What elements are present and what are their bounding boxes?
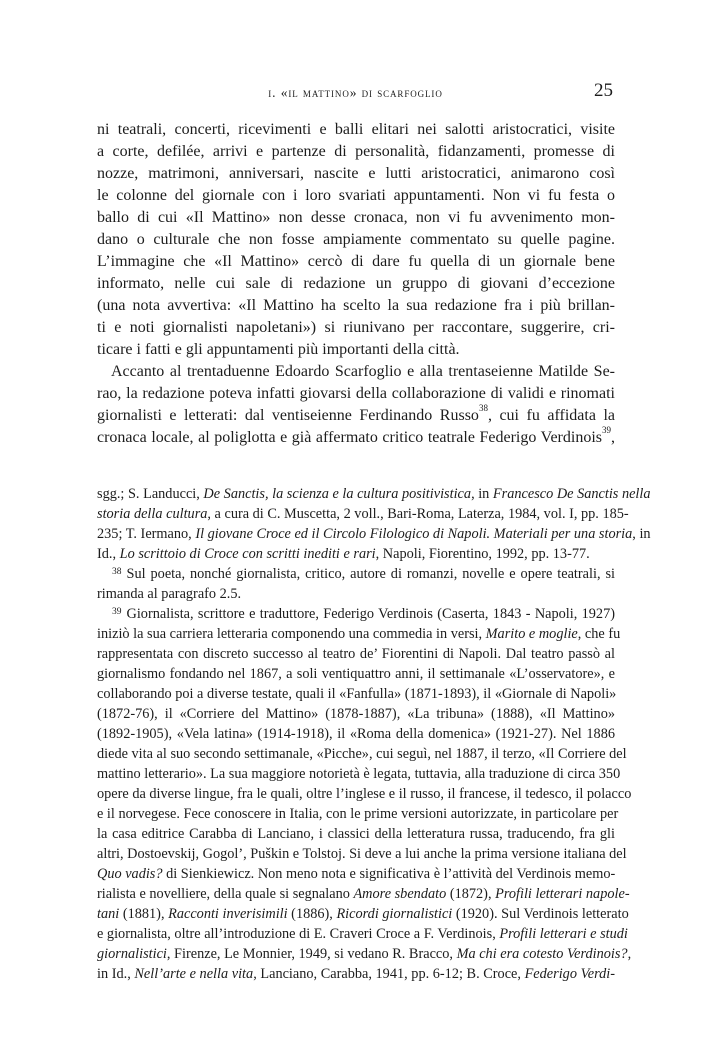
- chapter-running-title: i. «il mattino» di scarfoglio: [268, 85, 443, 100]
- body-line: ticare i fatti e gli appuntamenti più importanti della città.: [97, 341, 460, 358]
- footnote-39-line: mattino letterario». La sua maggiore notorietà è legata, tuttavia, alla traduzione di circa 350: [97, 766, 621, 782]
- footnote-39-line: collaborando poi a diverse testate, quali il «Fanfulla» (1871-1893), il «Giornale di Napoli»: [97, 686, 617, 702]
- footnote-38-line: rimanda al paragrafo 2.5.: [97, 586, 242, 602]
- body-line: le colonne del giornale con i loro svariati appuntamenti. Non vi fu festa o: [97, 187, 615, 204]
- footnote-39-line: iniziò la sua carriera letteraria componendo una commedia in versi, Marito e moglie, che fu: [97, 626, 621, 642]
- body-line: rao, la redazione poteva infatti giovarsi della collaborazione di validi e rinomati: [97, 385, 615, 402]
- body-line: L’immagine che «Il Mattino» cercò di dare fu quella di un giornale bene: [97, 253, 615, 270]
- footnote-continuation-line: 235; T. Iermano, Il giovane Croce ed il Circolo Filologico di Napoli. Materiali per una storia, in: [97, 526, 651, 542]
- footnote-39-line: giornalistici, Firenze, Le Monnier, 1949, si vedano R. Bracco, Ma chi era cotesto Verdinois?,: [97, 946, 632, 962]
- footnote-39-line: la casa editrice Carabba di Lanciano, i classici della letteratura russa, traducendo, fra gli: [97, 826, 615, 842]
- body-line: (una nota avvertiva: «Il Mattino ha scelto la sua redazione fra i più brillan-: [97, 297, 615, 314]
- body-line: dano o culturale che non fosse ampiamente commentato su quelle pagine.: [97, 231, 615, 248]
- footnote-39-line: opere da diverse lingue, fra le quali, oltre l’inglese e il russo, il francese, il tedesco, il polacco: [97, 786, 632, 802]
- footnote-39-line: diede vita al suo secondo settimanale, «Picche», cui seguì, nel 1887, il terzo, «Il Corriere del: [97, 746, 627, 762]
- footnote-continuation-line: Id., Lo scrittoio di Croce con scritti inediti e rari, Napoli, Fiorentino, 1992, pp. 13-77.: [97, 546, 590, 562]
- body-line: ti e noti giornalisti napoletani») si riunivano per raccontare, suggerire, cri-: [97, 319, 615, 336]
- footnotes: [97, 484, 651, 984]
- page-number: 25: [594, 80, 613, 101]
- footnote-39-line: altri, Dostoevskij, Gogol’, Puškin e Tolstoj. Si deve a lui anche la prima versione italiana del: [97, 846, 627, 862]
- footnote-number: 39: [112, 607, 122, 617]
- footnote-continuation-line: sgg.; S. Landucci, De Sanctis, la scienza e la cultura positivistica, in Francesco De Sanctis nella: [97, 486, 651, 502]
- body-line: informato, nelle cui sale di redazione un gruppo di giovani d’eccezione: [97, 275, 615, 292]
- footnote-ref-39[interactable]: 39: [602, 425, 611, 435]
- body-line: giornalisti e letterati: dal ventiseienne Ferdinando Russo$^{38}$, cui fu affidata la: [97, 403, 616, 424]
- body-line: a corte, defilée, arrivi e partenze di personalità, fidanzamenti, promesse di: [97, 143, 615, 160]
- running-head: [96, 80, 615, 104]
- footnote-ref-38[interactable]: 38: [478, 403, 488, 413]
- footnote-39-line: in Id., Nell’arte e nella vita, Lanciano, Carabba, 1941, pp. 6-12; B. Croce, Federigo Verdi-: [97, 966, 615, 982]
- body-line: ballo di cui «Il Mattino» non desse cronaca, non vi fu avvenimento mon-: [97, 209, 615, 226]
- footnote-39-line: tani (1881), Racconti inverisimili (1886), Ricordi giornalistici (1920). Sul Verdinois letterato: [97, 906, 629, 922]
- footnote-39-line: rappresentata con discreto successo al teatro de’ Fiorentini di Napoli. Dal teatro passò al: [97, 646, 615, 662]
- footnote-39-line: e il norvegese. Fece conoscere in Italia, con le prime versioni autorizzate, in particolare per: [97, 806, 619, 822]
- footnote-39: $^{39}$ Giornalista, scrittore e traduttore, Federigo Verdinois (Caserta, 1843 - Napoli, 1927): [112, 606, 615, 622]
- footnote-continuation-line: storia della cultura, a cura di C. Muscetta, 2 voll., Bari-Roma, Laterza, 1984, vol. I, pp. 185-: [97, 506, 629, 522]
- footnote-38: $^{38}$ Sul poeta, nonché giornalista, critico, autore di romanzi, novelle e opere teatrali, si: [112, 566, 615, 582]
- body-line: ni teatrali, concerti, ricevimenti e balli elitari nei salotti aristocratici, visite: [97, 121, 615, 138]
- footnote-39-line: giornalismo fondando nel 1867, a soli ventiquattro anni, il settimanale «L’osservatore», e: [97, 666, 615, 682]
- footnote-39-line: rialista e novelliere, della quale si segnalano Amore sbendato (1872), Profili letterari napole-: [97, 886, 630, 902]
- body-line: nozze, matrimoni, anniversari, nascite e lutti aristocratici, animarono così: [97, 165, 615, 182]
- footnote-number: 38: [112, 567, 122, 577]
- footnote-39-line: (1872-76), il «Corriere del Mattino» (1878-1887), «La tribuna» (1888), «Il Mattino»: [97, 706, 615, 722]
- main-body-text: [97, 121, 615, 451]
- footnote-39-line: Quo vadis? di Sienkiewicz. Non meno nota e significativa è l’attività del Verdinois memo-: [97, 866, 616, 882]
- body-line: cronaca locale, al poliglotta e già affermato critico teatrale Federigo Verdinois$^{39}$,: [97, 425, 615, 446]
- footnote-39-line: (1892-1905), «Vela latina» (1914-1918), il «Roma della domenica» (1921-27). Nel 1886: [97, 726, 615, 742]
- body-paragraph-start: Accanto al trentaduenne Edoardo Scarfoglio e alla trentaseienne Matilde Se-: [111, 363, 615, 380]
- footnote-39-line: e giornalista, oltre all’introduzione di E. Craveri Croce a F. Verdinois, Profili letterari e studi: [97, 926, 628, 942]
